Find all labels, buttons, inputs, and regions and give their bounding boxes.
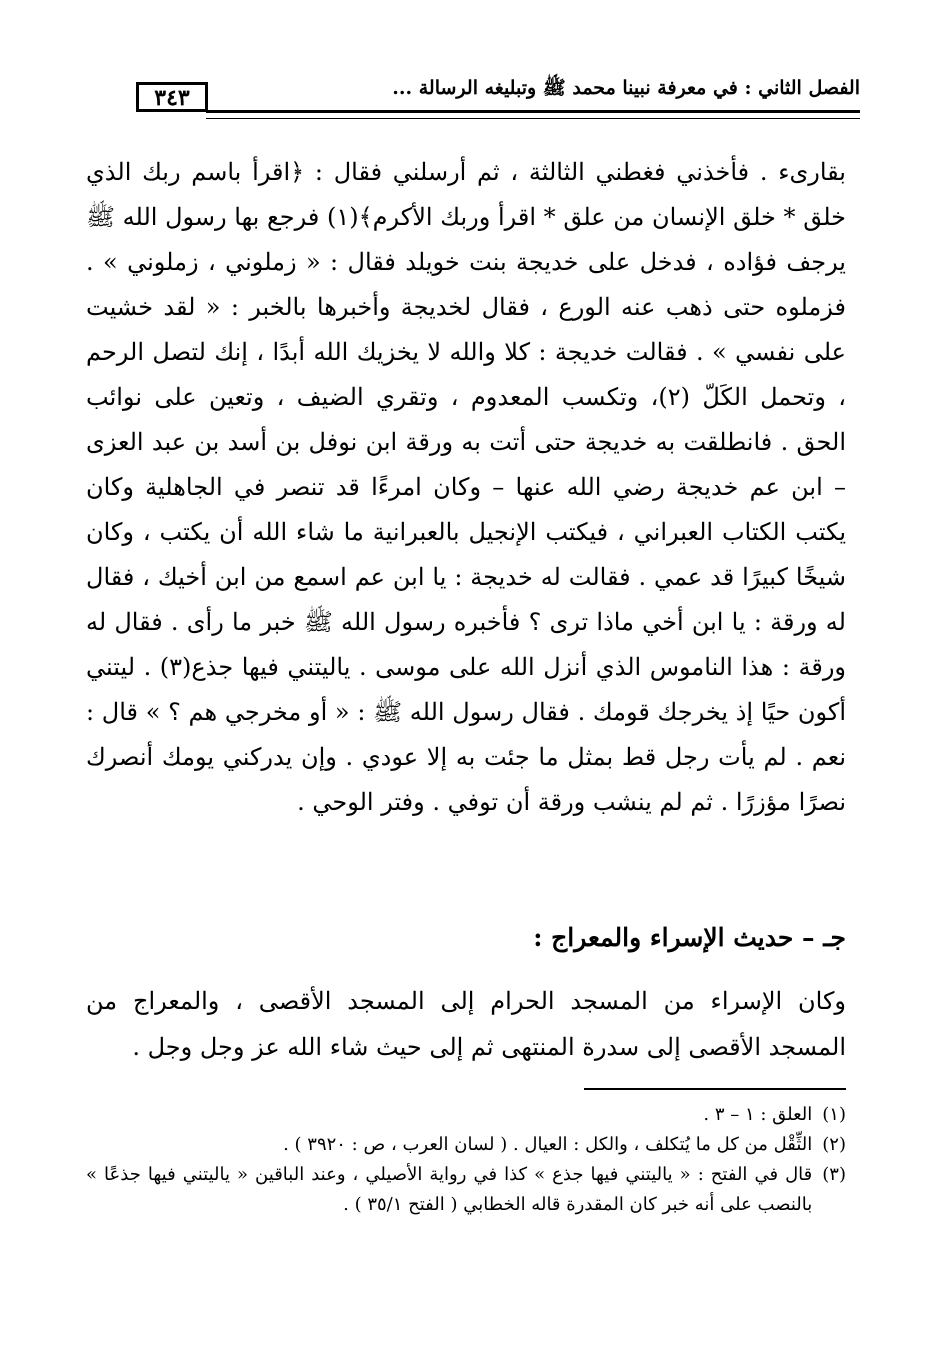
footnote-number: (١): [822, 1104, 846, 1125]
footnote-text: قال في الفتح : « ياليتني فيها جذع » كذا في رواية الأصيلي ، وعند الباقين « ياليتني فيها جذعًا » بالنصب على أنه خبر كان المقدرة قاله الخطابي ( الفتح ٣٥/١ ) .: [86, 1164, 813, 1215]
footnote-text: العلق : ١ – ٣ .: [703, 1104, 813, 1125]
paragraph: بقارىء . فأخذني فغطني الثالثة ، ثم أرسلني فقال : ﴿اقرأ باسم ربك الذي خلق * خلق الإنسان من علق * اقرأ وربك الأكرم﴾(١) فرجع بها رسول الله ﷺ يرجف فؤاده ، فدخل على خديجة بنت خويلد فقال : « زملوني ، زملوني » . فزملوه حتى ذهب عنه الورع ، فقال لخديجة وأخبرها بالخبر : « لقد خشيت على نفسي » . فقالت خديجة : كلا والله لا يخزيك الله أبدًا ، إنك لتصل الرحم ، وتحمل الكَلّ (٢)، وتكسب المعدوم ، وتقري الضيف ، وتعين على نوائب الحق . فانطلقت به خديجة حتى أتت به ورقة ابن نوفل بن أسد بن عبد العزى – ابن عم خديجة رضي الله عنها – وكان امرءًا قد تنصر في الجاهلية وكان يكتب الكتاب العبراني ، فيكتب الإنجيل بالعبرانية ما شاء الله أن يكتب ، وكان شيخًا كبيرًا قد عمي . فقالت له خديجة : يا ابن عم اسمع من ابن أخيك ، فقال له ورقة : يا ابن أخي ماذا ترى ؟ فأخبره رسول الله ﷺ خبر ما رأى . فقال له ورقة : هذا الناموس الذي أنزل الله على موسى . ياليتني فيها جذع(٣) . ليتني أكون حيًا إذ يخرجك قومك . فقال رسول الله ﷺ : « أو مخرجي هم ؟ » قال : نعم . لم يأت رجل قط بمثل ما جئت به إلا عودي . وإن يدركني يومك أنصرك نصرًا مؤزرًا . ثم لم ينشب ورقة أن توفي . وفتر الوحي .: [86, 158, 847, 816]
footnotes: [86, 1100, 846, 1220]
header-rule: [206, 110, 860, 113]
header-rule-thin: [206, 118, 860, 119]
footnote-separator: [584, 1088, 846, 1090]
main-text: [86, 150, 846, 825]
footnote-number: (٢): [822, 1134, 846, 1155]
paragraph: وكان الإسراء من المسجد الحرام إلى المسجد الأقصى ، والمعراج من المسجد الأقصى إلى سدرة المنتهى ثم إلى حيث شاء الله عز وجل وجل .: [86, 987, 846, 1061]
footnote-text: الثِّقْل من كل ما يُتكلف ، والكل : العيال . ( لسان العرب ، ص : ٣٩٢٠ ) .: [283, 1134, 813, 1155]
running-header: الفصل الثاني : في معرفة نبينا محمد ﷺ وتبليغه الرسالة ...: [392, 77, 860, 99]
footnote: [86, 1100, 846, 1130]
section-text: [86, 978, 846, 1070]
page-number: ٣٤٣: [136, 82, 208, 112]
footnote: [86, 1130, 846, 1160]
footnote-number: (٣): [822, 1164, 846, 1185]
footnote: [86, 1160, 846, 1220]
section-heading: جـ – حديث الإسراء والمعراج :: [533, 923, 846, 952]
